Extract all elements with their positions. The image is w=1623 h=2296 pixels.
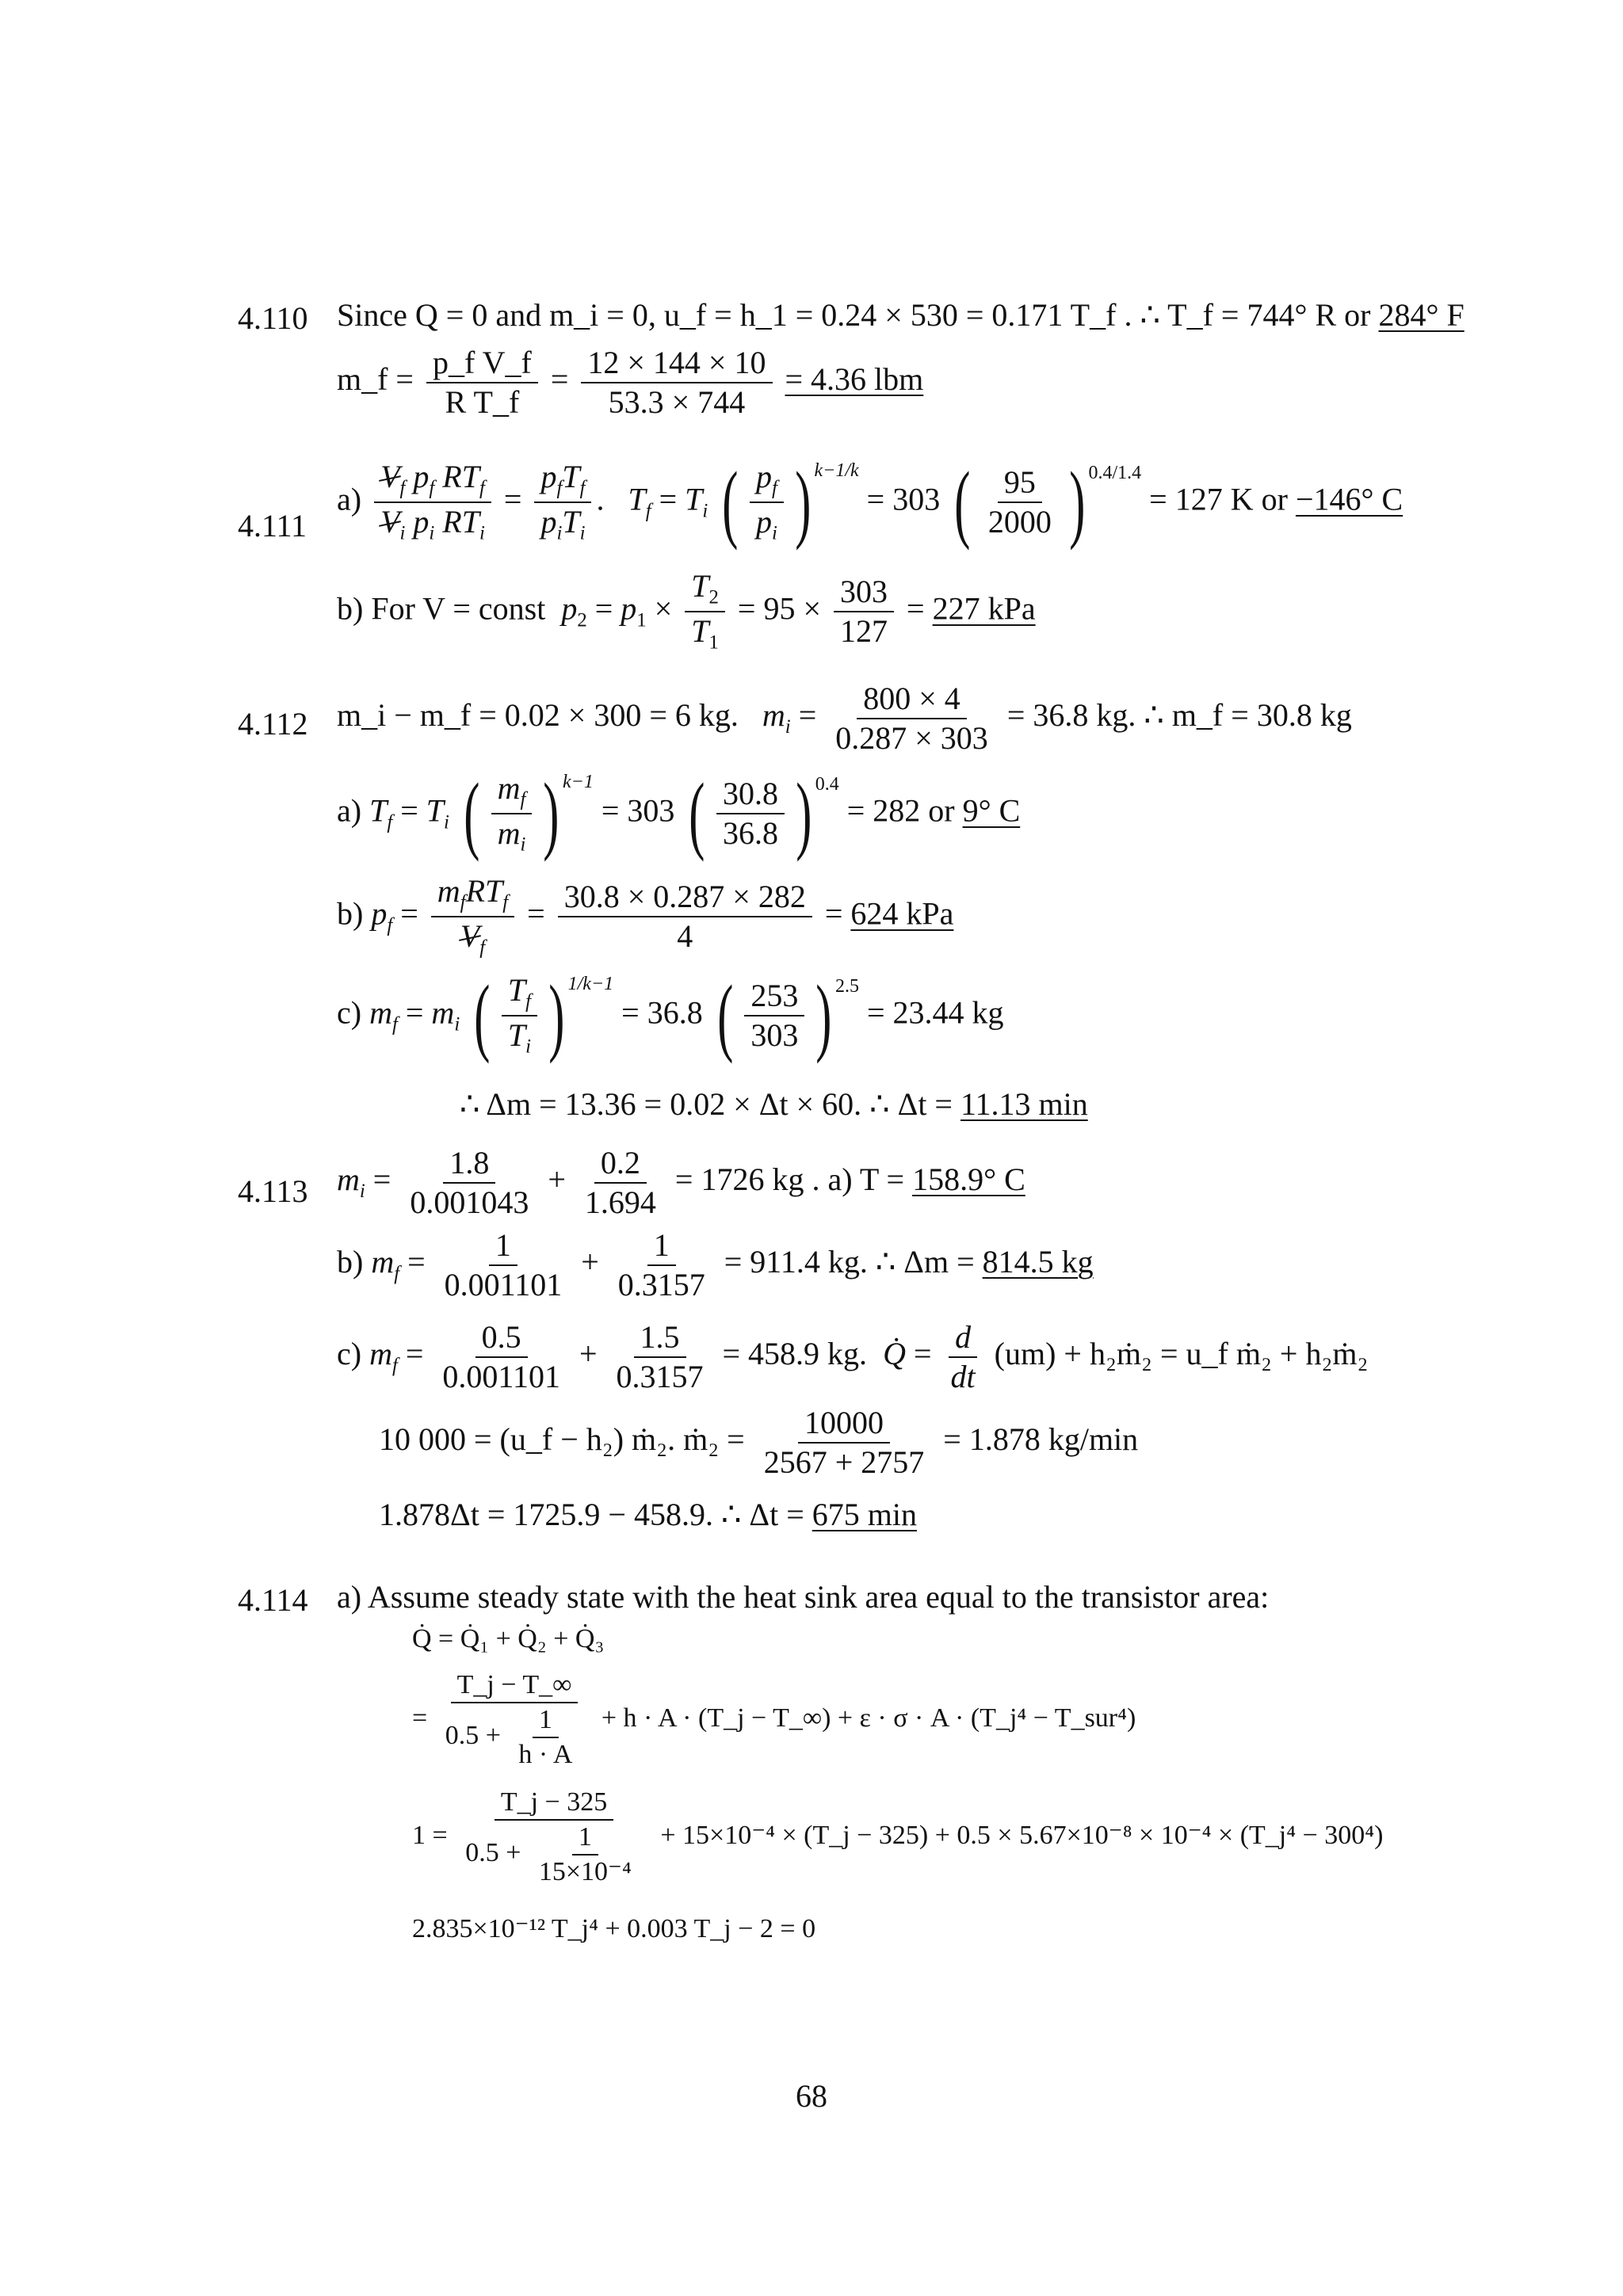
problem-number: 4.114 <box>238 1582 308 1618</box>
result: = 23.44 kg <box>866 994 1004 1031</box>
answer: 9° C <box>962 792 1021 829</box>
exponent: 2.5 <box>834 975 859 997</box>
problem-4-113-e <box>379 1499 917 1531</box>
problem-number: 4.112 <box>238 706 308 742</box>
result: = 911.4 kg. ∴ Δm = <box>724 1244 975 1280</box>
problem-4-110-line2: m_f = $\frac{\text{p\_f V\_f}}{\text{R T\_f}}$ = $\frac{12 \times 144 \times 10}{53.3 \times 744}$ = 4.36 lbm <box>337 345 924 420</box>
answer: 11.13 min <box>960 1086 1088 1122</box>
problem-4-112-b: b) $p_f$ = $m_fRT_f$ $V_f$ = $\frac{30.8 \times 0.287 \times 282}{4}$ = 624 kPa <box>337 873 954 959</box>
result: = 1726 kg . a) T = <box>674 1161 905 1198</box>
answer: 158.9° C <box>912 1161 1025 1198</box>
part-label: a) <box>337 792 362 829</box>
equation-text: 10 000 = (u_f − h₂) ṁ₂. ṁ₂ = <box>379 1421 745 1458</box>
exponent: k−1 <box>562 772 594 792</box>
page-number: 68 <box>796 2078 827 2114</box>
fraction: $\frac{1.5}{0.3157}$ <box>616 1319 704 1394</box>
fraction: 253 303 <box>744 980 804 1051</box>
problem-number: 4.111 <box>238 508 307 543</box>
part-label: a) <box>337 481 362 517</box>
problem-number: 4.113 <box>238 1173 308 1209</box>
problem-4-114-eq4: 2.835×10⁻¹² T_j⁴ + 0.003 T_j − 2 = 0 <box>412 1914 816 1943</box>
fraction: $\frac{12 \times 144 \times 10}{53.3 \times 744}$ <box>581 347 772 418</box>
answer: −146° C <box>1295 481 1403 517</box>
exponent: 1/k−1 <box>567 974 614 994</box>
equation-text: m_i − m_f = 0.02 × 300 = 6 kg. <box>337 697 739 734</box>
equation-text: + 15×10⁻⁴ × (T_j − 325) + 0.5 × 5.67×10⁻⁸ × 10⁻⁴ × (T_j⁴ − 300⁴) <box>660 1820 1384 1850</box>
exponent: k−1/k <box>814 460 859 481</box>
part-label: c) <box>337 1336 362 1372</box>
problem-4-113-d <box>379 1407 1138 1478</box>
fraction: $\frac{10000}{2567 + 2757}$ <box>763 1405 925 1480</box>
fraction: $\frac{303}{127}$ <box>834 576 894 647</box>
problem-4-112-c: c) $m_f = m_i$ ( $T_f$ $T_i$ ) 1/k−1 = 36.8 ( 253 303 ) 2.5 = 23.44 kg <box>337 967 1004 1064</box>
fraction: $\frac{30.8 \times 0.287 \times 282}{4}$ <box>558 881 812 952</box>
problem-4-112-a: a) $T_f = T_i$ ( $m_f$ $m_i$ ) k−1 = 303 ( 30.8 36.8 ) 0.4 = 282 or 9° C <box>337 765 1021 862</box>
answer: 675 min <box>812 1497 918 1532</box>
equation-text: + h · A · (T_j − T_∞) + ε · σ · A · (T_j⁴ − T_sur⁴) <box>601 1703 1136 1733</box>
answer: = 4.36 lbm <box>785 361 924 398</box>
problem-4-113-b: b) $m_f$ = $\frac{1}{0.001101}$ + $\frac{1}{0.3157}$ = 911.4 kg. ∴ Δm = 814.5 kg <box>337 1227 1094 1302</box>
result: = 458.9 kg. <box>722 1336 868 1372</box>
problem-4-114-eq2: = T_j − T_∞ 0.5 + $\frac{1}{h \cdot A}$ + h · A · (T_j − T_∞) + ε · σ · A · (T_j⁴ − T_sur⁴) <box>412 1670 1136 1769</box>
fraction: $p_fT_f$ $p_iT_i$ <box>534 461 591 544</box>
fraction: $\frac{800 \times 4}{0.287 \times 303}$ <box>835 681 988 756</box>
equation-text: m_f = <box>337 361 414 398</box>
problem-4-114-eq3: 1 = T_j − 325 0.5 + $\frac{1}{\text{15×10⁻⁴}}$ + 15×10⁻⁴ × (T_j − 325) + 0.5 × 5.67×10⁻⁸ × 10⁻⁴ × (T_j⁴ − 300⁴) <box>412 1787 1384 1886</box>
part-label: b) <box>337 1244 364 1280</box>
part-label: b) For V = const <box>337 590 546 627</box>
problem-4-111-b: b) For V = const $p_2 = p_1$ × $\frac{T_2}{T_1}$ = 95 × $\frac{303}{127}$ = 227 kPa <box>337 568 1036 654</box>
fraction: T_j − T_∞ 0.5 + $\frac{1}{h \cdot A}$ <box>439 1672 590 1768</box>
problem-4-112-line1: m_i − m_f = 0.02 × 300 = 6 kg. $m_i$ = $\frac{800 \times 4}{0.287 \times 303}$ = 36.8 kg. ∴ m_f = 30.8 kg <box>337 681 1352 756</box>
result: = 282 or <box>846 792 955 829</box>
problem-4-114-intro: a) Assume steady state with the heat sink area equal to the transistor area: <box>337 1579 1270 1615</box>
fraction: $\frac{0.5}{0.001101}$ <box>442 1319 560 1394</box>
exponent: 0.4/1.4 <box>1088 462 1142 483</box>
fraction: $V_f$ $p_f$ $RT_f$ $V_i$ $p_i$ $RT_i$ <box>374 461 491 544</box>
problem-4-110-line1 <box>337 299 1465 331</box>
fraction: $\frac{d}{dt}$ <box>945 1322 982 1393</box>
equation-text: 1.878Δt = 1725.9 − 458.9. ∴ Δt = <box>379 1497 804 1532</box>
fraction: $\frac{\text{p\_f V\_f}}{\text{R T\_f}}$ <box>426 347 538 418</box>
equation-text: ∴ Δm = 13.36 = 0.02 × Δt × 60. ∴ Δt = <box>460 1086 953 1122</box>
fraction: $\frac{1.8}{0.001043}$ <box>410 1145 529 1220</box>
fraction: 95 2000 <box>987 464 1052 540</box>
problem-number: 4.110 <box>238 300 308 336</box>
part-label: b) <box>337 895 364 932</box>
fraction: $\frac{0.2}{1.694}$ <box>584 1145 656 1220</box>
part-label: c) <box>337 994 362 1031</box>
result: = 1.878 kg/min <box>943 1421 1139 1458</box>
problem-4-114-eq1: Q̇ = Q̇₁ + Q̇₂ + Q̇₃ <box>412 1624 605 1653</box>
answer: 227 kPa <box>932 590 1036 627</box>
fraction: T_j − 325 0.5 + $\frac{1}{\text{15×10⁻⁴}}$ <box>465 1787 632 1886</box>
answer: 624 kPa <box>850 895 954 932</box>
answer: 814.5 kg <box>982 1244 1094 1280</box>
equation-text: Since Q = 0 and m_i = 0, u_f = h_1 = 0.24 × 530 = 0.171 T_f . ∴ T_f = 744° R or <box>337 297 1371 333</box>
equation-text: = 36.8 kg. ∴ m_f = 30.8 kg <box>1006 697 1352 734</box>
answer: 284° F <box>1378 297 1465 333</box>
problem-4-111-a: a) $V_f$ $p_f$ $RT_f$ $V_i$ $p_i$ $RT_i$ = $p_fT_f$ $p_iT_i$ . $T_f = T_i$ ( $p_f$ $p_i$ ) k−1/k = 303 ( 95 2000 ) 0.4/1.4 = 127 K or −146° C <box>337 453 1403 551</box>
equation-text: (um) + h₂ṁ₂ = u_f ṁ₂ + h₂ṁ₂ <box>994 1336 1369 1372</box>
problem-4-113-line1: $m_i$ = $\frac{1.8}{0.001043}$ + $\frac{0.2}{1.694}$ = 1726 kg . a) T = 158.9° C <box>337 1145 1025 1220</box>
fraction: 30.8 36.8 <box>716 778 785 849</box>
result: = 127 K or <box>1149 481 1288 517</box>
equation-text: = 95 × <box>737 590 822 627</box>
fraction: $\frac{1}{0.001101}$ <box>444 1227 563 1302</box>
fraction: $\frac{1}{0.3157}$ <box>617 1227 705 1302</box>
problem-4-112-d <box>460 1086 1088 1122</box>
problem-4-113-c: c) $m_f$ = $\frac{0.5}{0.001101}$ + $\frac{1.5}{0.3157}$ = 458.9 kg. Q̇ = $\frac{d}{dt}$ (um) + h₂ṁ₂ = u_f ṁ₂ + h₂ṁ₂ <box>337 1319 1369 1394</box>
exponent: 0.4 <box>815 773 839 795</box>
